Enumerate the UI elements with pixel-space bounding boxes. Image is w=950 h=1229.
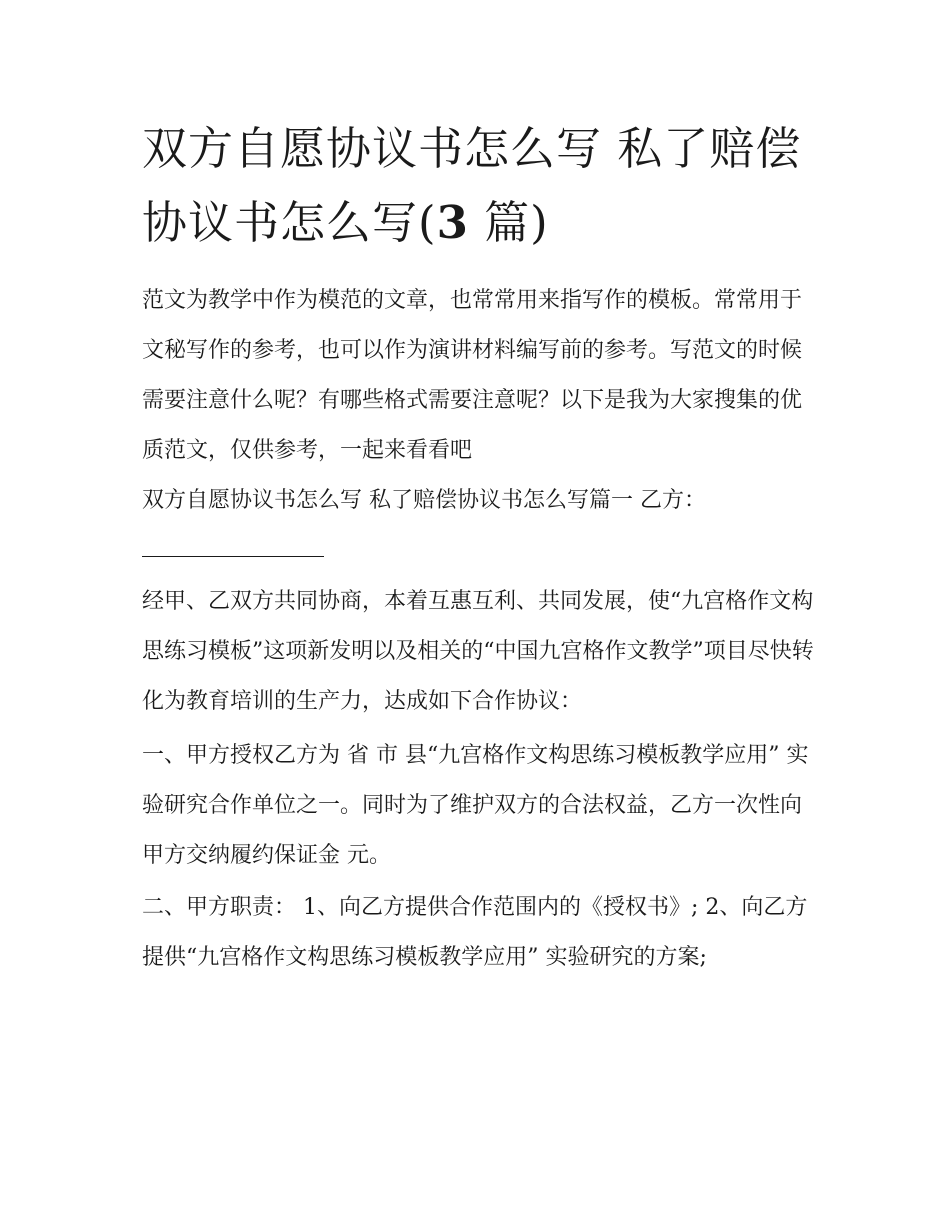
title-text-part2: 篇): [468, 196, 549, 249]
agreement-paragraph-3: 二、甲方职责： 1、向乙方提供合作范围内的《授权书》; 2、向乙方提供“九宫格作文构思练习模板教学应用” 实验研究的方案;: [142, 895, 808, 970]
agreement-paragraph-2: 一、甲方授权乙方为 省 市 县“九宫格作文构思练习模板教学应用” 实验研究合作单位之一。同时为了维护双方的合法权益，乙方一次性向甲方交纳履约保证金 元。: [142, 743, 809, 868]
intro-paragraph: 范文为教学中作为模范的文章，也常常用来指写作的模板。常常用于文秘写作的参考，也可以作为演讲材料编写前的参考。写范文的时候需要注意什么呢？有哪些格式需要注意呢？以下是我为大家搜集的优质范文，仅供参考，一起来看看吧: [142, 288, 803, 463]
agreement-paragraph-1: 经甲、乙双方共同协商，本着互惠互利、共同发展，使“九宫格作文构思练习模板”这项新发明以及相关的“中国九宫格作文教学”项目尽快转化为教育培训的生产力，达成如下合作协议：: [142, 589, 814, 714]
title-count: 3: [436, 196, 469, 249]
document-page: [142, 112, 818, 983]
document-title: [142, 112, 818, 260]
section-heading: 双方自愿协议书怎么写 私了赔偿协议书怎么写篇一 乙方：: [142, 488, 706, 513]
signature-blank-line: [142, 556, 324, 557]
title-text-part1: 双方自愿协议书怎么写 私了赔偿协议书怎么写(: [142, 122, 802, 249]
